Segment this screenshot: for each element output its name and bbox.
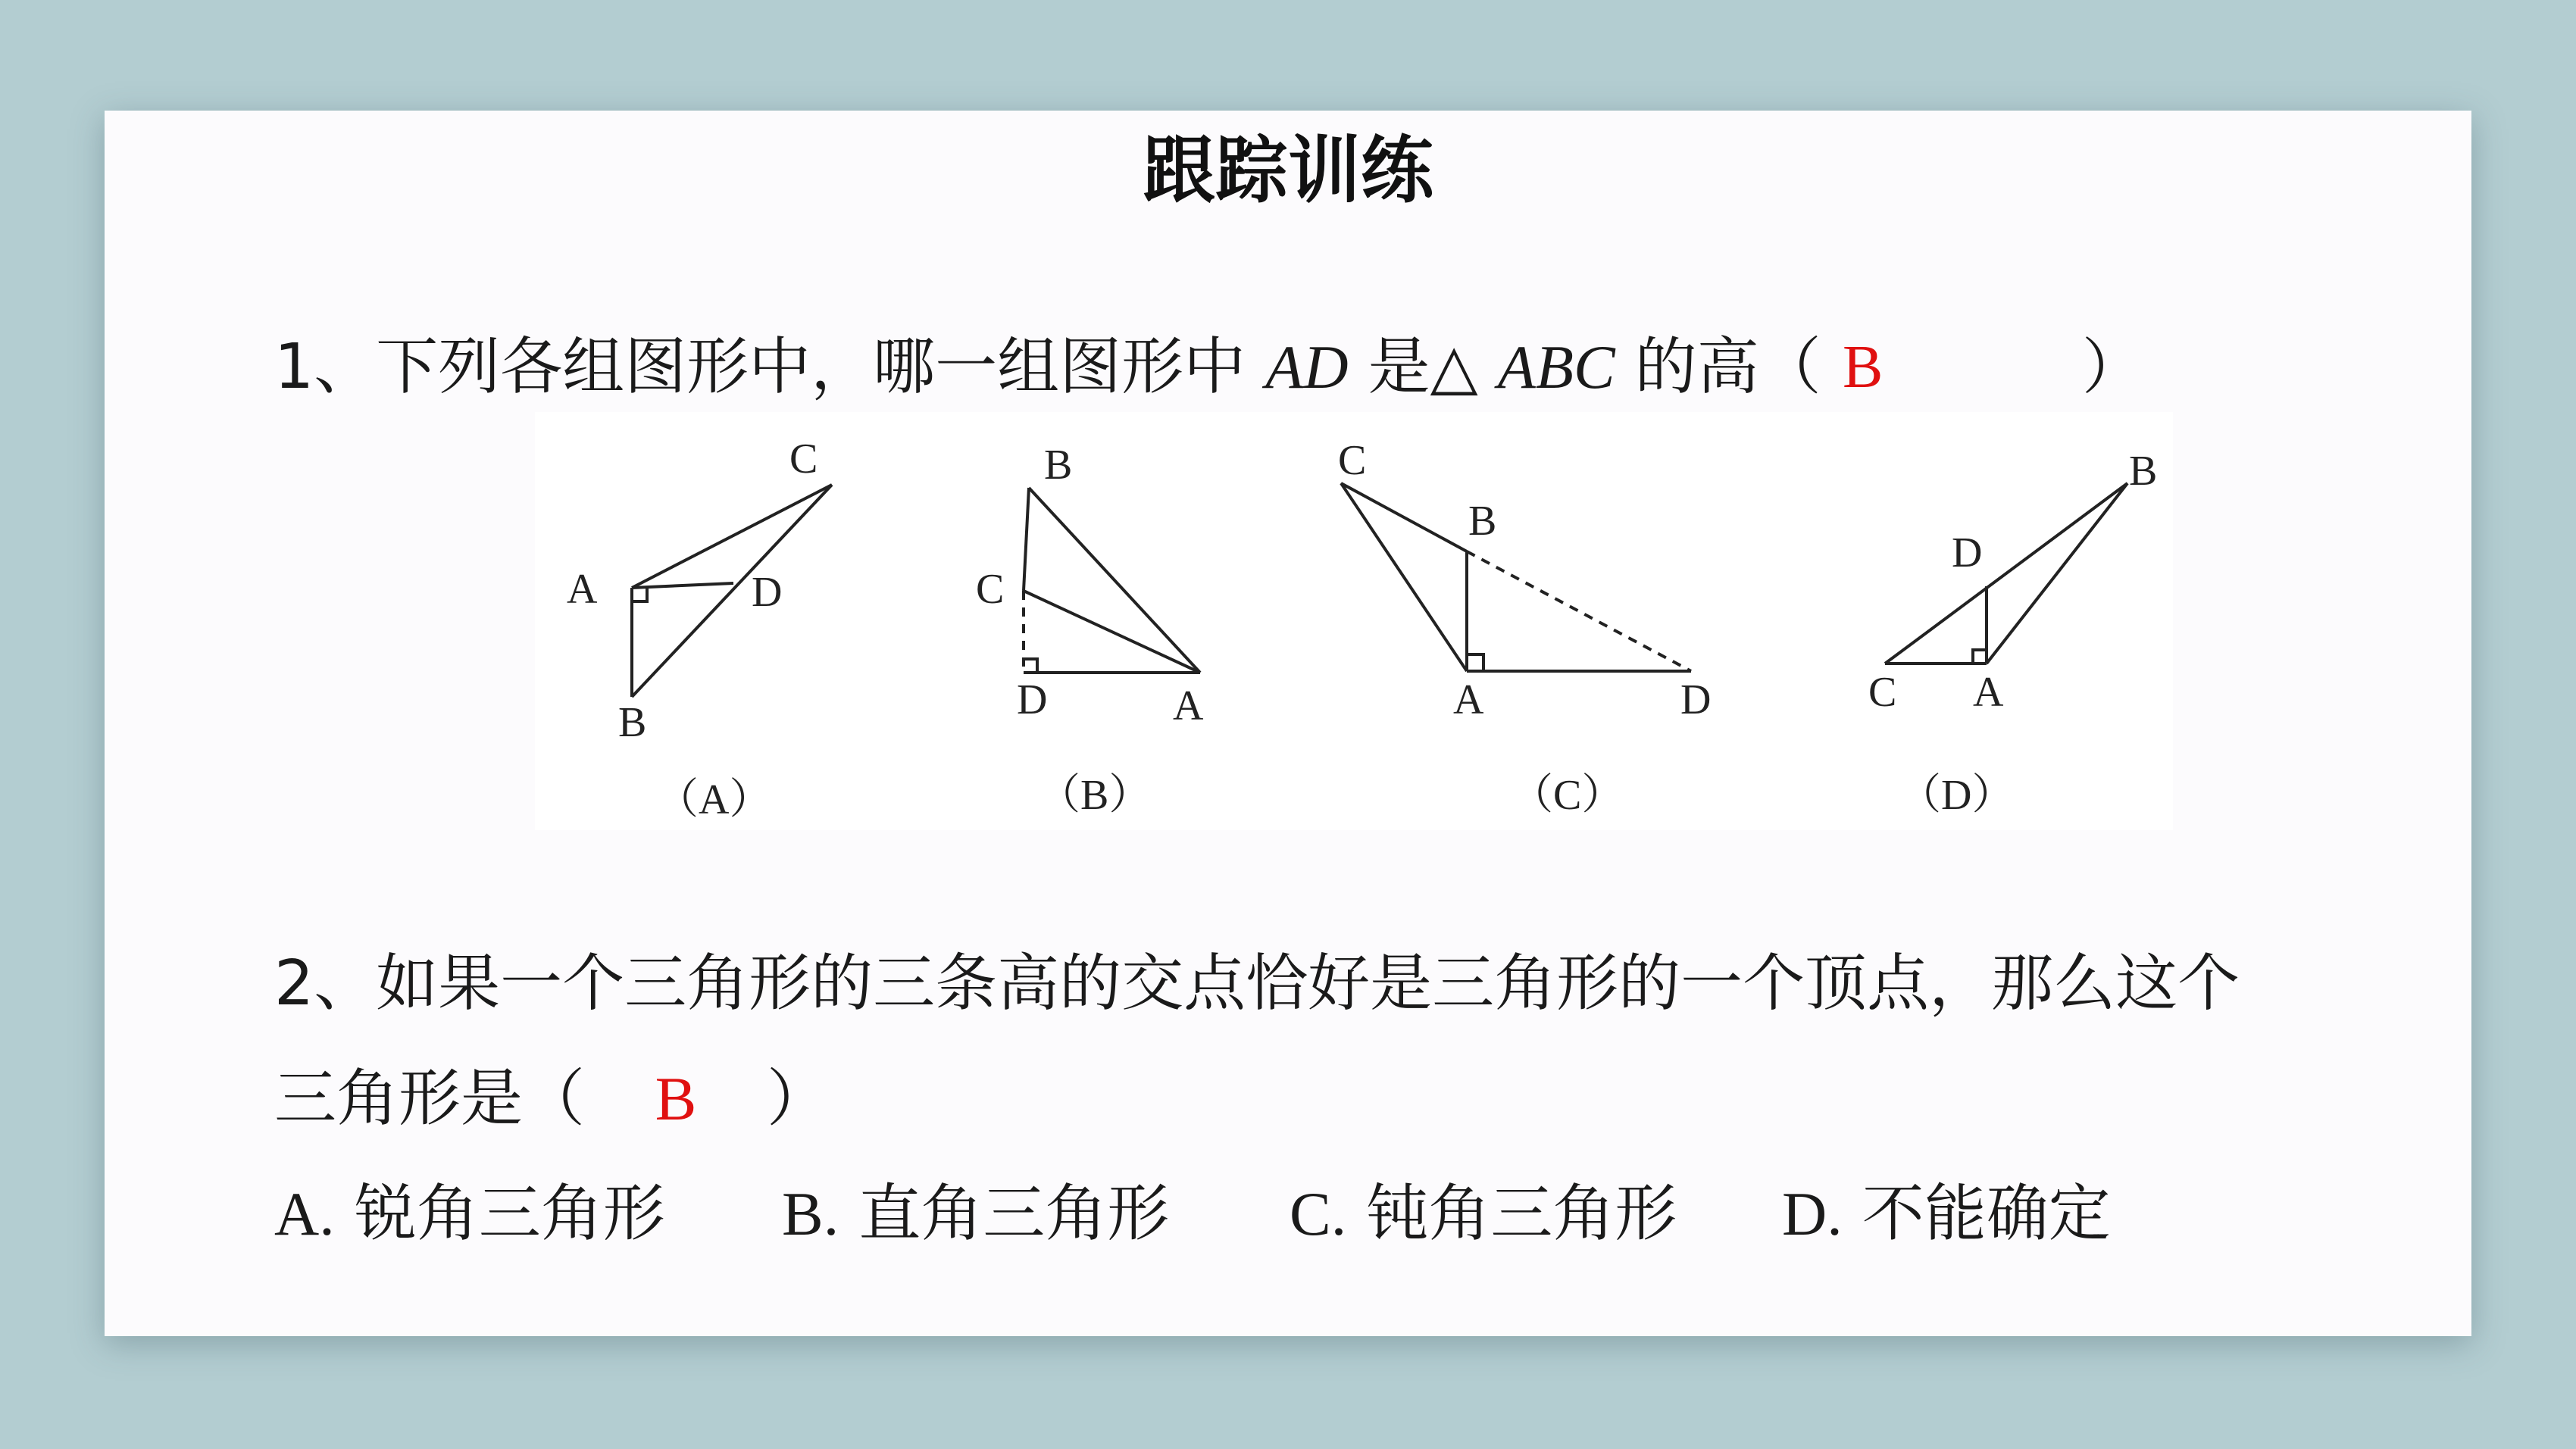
figure-d-caption: （D） xyxy=(1899,772,2015,819)
option-a-text: 锐角三角形 xyxy=(334,1178,665,1250)
option-b-letter: B. xyxy=(782,1179,839,1248)
option-a-letter: A. xyxy=(274,1179,335,1248)
figure-a-lines xyxy=(632,485,832,697)
triangle-figures xyxy=(535,412,2173,830)
figure-b-side-bc xyxy=(1024,488,1029,591)
figure-b-lines xyxy=(1024,488,1200,673)
figure-c-side-cb xyxy=(1341,483,1467,551)
figure-b-label-a: A xyxy=(1173,682,1204,729)
figure-b-caption: （B） xyxy=(1038,772,1152,819)
figure-a-right-angle xyxy=(632,588,647,601)
figure-a-altitude-ad xyxy=(632,583,733,588)
question-2-answer: B xyxy=(655,1064,697,1133)
page-title: 跟踪训练 xyxy=(1143,128,1433,213)
question-1-ad: AD xyxy=(1265,333,1349,401)
answer-options xyxy=(274,1173,2396,1263)
figure-a-side-bc xyxy=(632,485,832,697)
option-d-text: 不能确定 xyxy=(1842,1178,2111,1250)
figure-a-label-d: D xyxy=(752,569,783,616)
figure-a-caption: （A） xyxy=(656,776,772,823)
figure-d-label-c: C xyxy=(1868,669,1897,716)
figure-d-label-d: D xyxy=(1952,529,1983,576)
figure-a-side-ac xyxy=(632,485,832,588)
option-b[interactable] xyxy=(782,1173,1169,1256)
figure-b-right-angle xyxy=(1024,659,1037,673)
figure-a-label-a: A xyxy=(567,566,598,613)
option-c-letter: C. xyxy=(1290,1179,1347,1248)
question-1-answer: B xyxy=(1843,334,1884,401)
figure-b-label-b: B xyxy=(1044,442,1073,489)
figure-b-label-c: C xyxy=(976,566,1005,613)
option-a[interactable] xyxy=(274,1173,665,1256)
question-1-close-paren: ） xyxy=(2082,332,2143,402)
figure-c-lines xyxy=(1341,483,1691,671)
figure-d-lines xyxy=(1885,483,2127,664)
option-b-text: 直角三角形 xyxy=(839,1178,1170,1250)
option-c-text: 钝角三角形 xyxy=(1346,1178,1677,1250)
figure-d-label-b: B xyxy=(2129,448,2158,495)
figures-svg xyxy=(535,412,2173,830)
option-d-letter: D. xyxy=(1782,1179,1843,1248)
figure-c-dashed-bd xyxy=(1467,551,1691,671)
figure-b-label-d: D xyxy=(1017,676,1048,723)
figure-a-label-c: C xyxy=(789,436,818,482)
figure-c-label-d: D xyxy=(1680,676,1712,723)
figure-a-label-b: B xyxy=(618,699,647,746)
figure-d-right-angle xyxy=(1973,650,1987,664)
figure-b-side-ba xyxy=(1029,488,1200,673)
figure-b-side-ca xyxy=(1024,591,1200,673)
question-1-mid: 是△ xyxy=(1348,331,1498,403)
question-1-suffix: 的高（ xyxy=(1615,331,1821,403)
question-1-prefix: 1、下列各组图形中，哪一组图形中 xyxy=(274,331,1266,403)
figure-c-side-ca xyxy=(1341,483,1467,671)
question-2-line-1: 2、如果一个三角形的三条高的交点恰好是三角形的一个顶点，那么这个 xyxy=(274,948,2240,1020)
question-2-suffix: ） xyxy=(767,1063,830,1135)
figure-d-label-a: A xyxy=(1973,669,2004,716)
figure-c-label-b: B xyxy=(1468,498,1497,545)
question-2-prefix: 三角形是（ xyxy=(274,1063,586,1135)
question-1 xyxy=(274,326,1821,409)
option-c[interactable] xyxy=(1290,1173,1677,1256)
figure-c-label-c: C xyxy=(1338,437,1367,484)
figure-c-caption: （C） xyxy=(1511,772,1624,819)
option-d[interactable] xyxy=(1782,1173,2111,1256)
question-2-line-2 xyxy=(274,1057,829,1141)
figure-c-label-a: A xyxy=(1453,676,1484,723)
question-1-abc: ABC xyxy=(1497,333,1615,401)
figure-c-right-angle xyxy=(1467,654,1483,671)
